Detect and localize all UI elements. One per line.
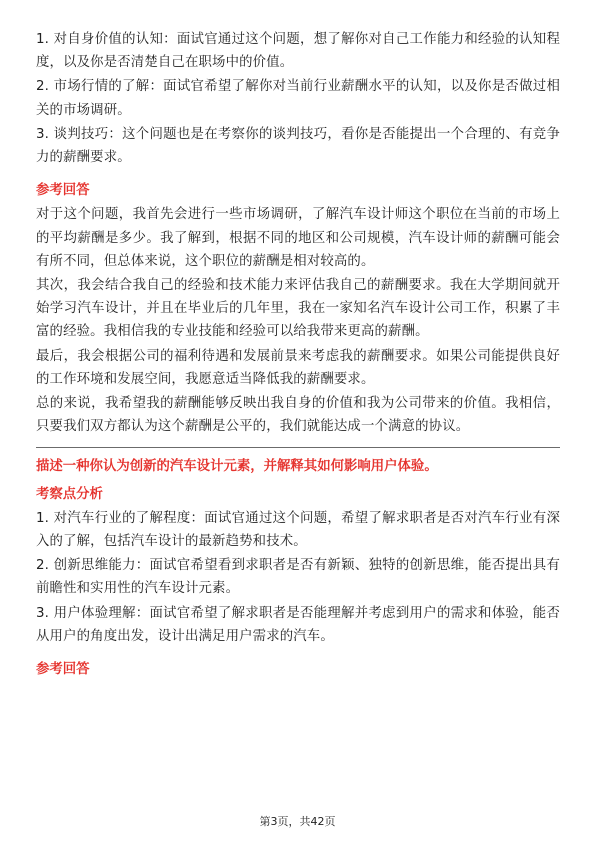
analysis-heading: 考察点分析 <box>36 486 103 502</box>
section-divider <box>36 447 560 448</box>
page-number-footer: 第3页，共42页 <box>259 815 336 828</box>
answer-paragraph-4: 总的来说，我希望我的薪酬能够反映出我自身的价值和我为公司带来的价值。我相信，只要我们双方都认为这个薪酬是公平的，我们就能达成一个满意的协议。 <box>36 396 560 435</box>
intro-point-1: 1. 对自身价值的认知：面试官通过这个问题，想了解你对自己工作能力和经验的认知程度，以及你是否清楚自己在职场中的价值。 <box>36 32 560 71</box>
answer-paragraph-3: 最后，我会根据公司的福利待遇和发展前景来考虑我的薪酬要求。如果公司能提供良好的工作环境和发展空间，我愿意适当降低我的薪酬要求。 <box>36 348 560 387</box>
analysis-point-3: 3. 用户体验理解：面试官希望了解求职者是否能理解并考虑到用户的需求和体验，能否从用户的角度出发，设计出满足用户需求的汽车。 <box>36 605 560 644</box>
intro-point-3: 3. 谈判技巧：这个问题也是在考察你的谈判技巧，看你是否能提出一个合理的、有竞争力的薪酬要求。 <box>36 126 560 166</box>
analysis-point-2: 2. 创新思维能力：面试官希望看到求职者是否有新颖、独特的创新思维，能否提出具有前瞻性和实用性的汽车设计元素。 <box>36 558 560 597</box>
analysis-point-1: 1. 对汽车行业的了解程度：面试官通过这个问题，希望了解求职者是否对汽车行业有深入的了解，包括汽车设计的最新趋势和技术。 <box>36 510 560 550</box>
question-title: 描述一种你认为创新的汽车设计元素，并解释其如何影响用户体验。 <box>36 459 438 475</box>
answer-heading: 参考回答 <box>36 183 90 199</box>
answer-paragraph-1: 对于这个问题，我首先会进行一些市场调研，了解汽车设计师这个职位在当前的市场上的平均薪酬是多少。我了解到，根据不同的地区和公司规模，汽车设计师的薪酬可能会有所不同，但总体来说，这个职位的薪酬是相对较高的。 <box>36 207 560 269</box>
page-content <box>36 28 560 682</box>
answer-heading-2: 参考回答 <box>36 662 90 678</box>
answer-paragraph-2: 其次，我会结合我自己的经验和技术能力来评估我自己的薪酬要求。我在大学期间就开始学习汽车设计，并且在毕业后的几年里，我在一家知名汽车设计公司工作，积累了丰富的经验。我相信我的专业技能和经验可以给我带来更高的薪酬。 <box>36 278 560 340</box>
intro-point-2: 2. 市场行情的了解：面试官希望了解你对当前行业薪酬水平的认知，以及你是否做过相关的市场调研。 <box>36 79 560 118</box>
